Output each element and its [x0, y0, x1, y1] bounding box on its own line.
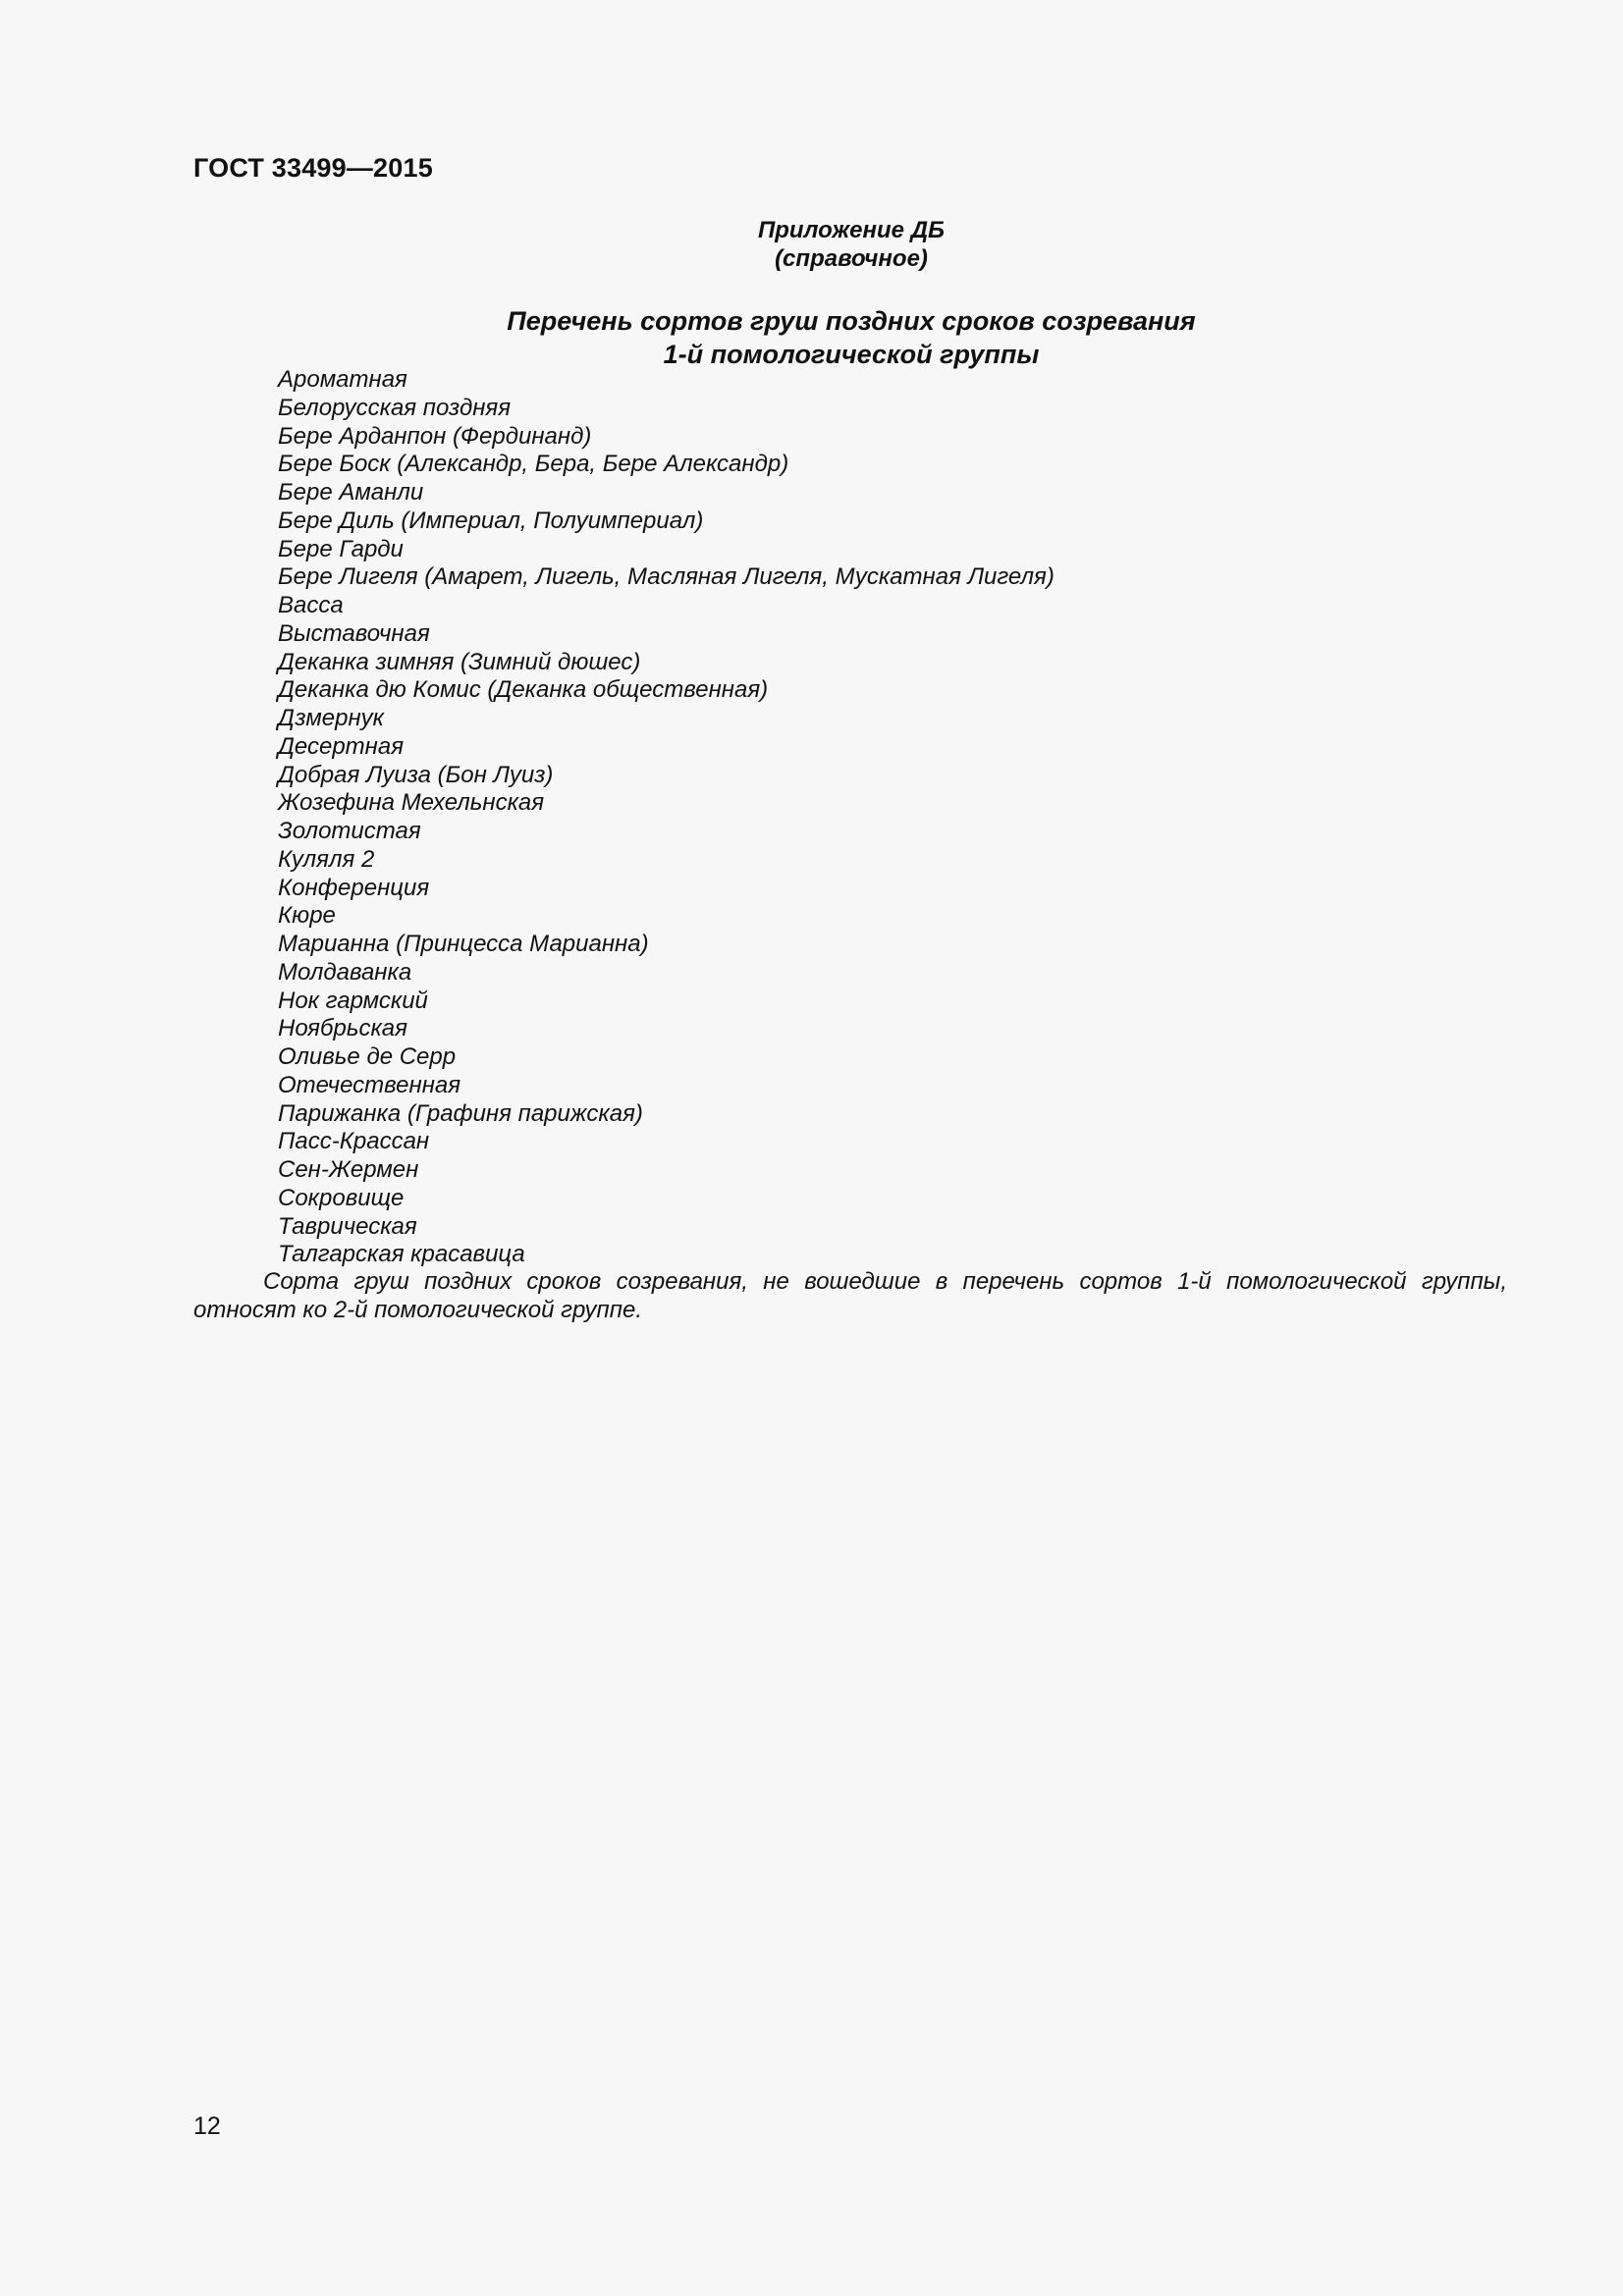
- list-item: Бере Гарди: [278, 535, 404, 562]
- list-item: Белорусская поздняя: [278, 394, 512, 421]
- appendix-heading: [193, 216, 1509, 273]
- list-item: Десертная: [278, 732, 405, 760]
- list-item: Ноябрьская: [278, 1015, 407, 1042]
- list-item: Молдаванка: [278, 958, 412, 986]
- list-item: Бере Боск (Александр, Бера, Бере Александр): [278, 451, 789, 478]
- list-item: Бере Диль (Империал, Полуимпериал): [278, 507, 704, 534]
- list-item: Кюре: [278, 902, 336, 930]
- appendix-subtitle: (справочное): [775, 245, 928, 272]
- list-item: Марианна (Принцесса Марианна): [278, 931, 649, 957]
- list-item: Деканка зимняя (Зимний дюшес): [278, 648, 641, 675]
- list-item: Ароматная: [278, 366, 407, 393]
- list-item: Жозефина Мехельнская: [278, 789, 545, 817]
- list-item: Деканка дю Комис (Деканка общественная): [278, 676, 769, 704]
- list-item: Бере Аманли: [278, 479, 424, 506]
- list-item: Куляля 2: [278, 845, 375, 873]
- closing-paragraph: Сорта груш поздних сроков созревания, не вошедшие в перечень сортов 1-й помологической группы, относят ко 2-й помологической группе.: [193, 1268, 1507, 1323]
- list-item: Оливье де Серр: [278, 1043, 457, 1070]
- list-item: Парижанка (Графиня парижская): [278, 1099, 643, 1127]
- document-header: ГОСТ 33499—2015: [193, 153, 433, 183]
- section-title-line-2: 1-й помологической группы: [663, 340, 1040, 369]
- variety-list: [278, 366, 1055, 1269]
- list-item: Золотистая: [278, 818, 421, 844]
- list-item: Бере Лигеля (Амарет, Лигель, Масляная Лигеля, Мускатная Лигеля): [278, 563, 1055, 591]
- section-title: [193, 304, 1509, 371]
- list-item: Дзмернук: [278, 705, 384, 731]
- page-number: 12: [193, 2112, 221, 2140]
- list-item: Васса: [278, 592, 344, 618]
- list-item: Таврическая: [278, 1212, 417, 1240]
- list-item: Бере Арданпон (Фердинанд): [278, 422, 592, 450]
- list-item: Конференция: [278, 874, 430, 901]
- list-item: Отечественная: [278, 1071, 461, 1098]
- appendix-title: Приложение ДБ: [757, 217, 946, 243]
- list-item: Пасс-Крассан: [278, 1128, 430, 1155]
- list-item: Талгарская красавица: [278, 1241, 525, 1268]
- list-item: Сокровище: [278, 1184, 405, 1211]
- list-item: Выставочная: [278, 619, 430, 647]
- list-item: Добрая Луиза (Бон Луиз): [278, 761, 554, 788]
- section-title-line-1: Перечень сортов груш поздних сроков созревания: [507, 306, 1196, 336]
- list-item: Сен-Жермен: [278, 1156, 419, 1183]
- list-item: Нок гармский: [278, 987, 428, 1014]
